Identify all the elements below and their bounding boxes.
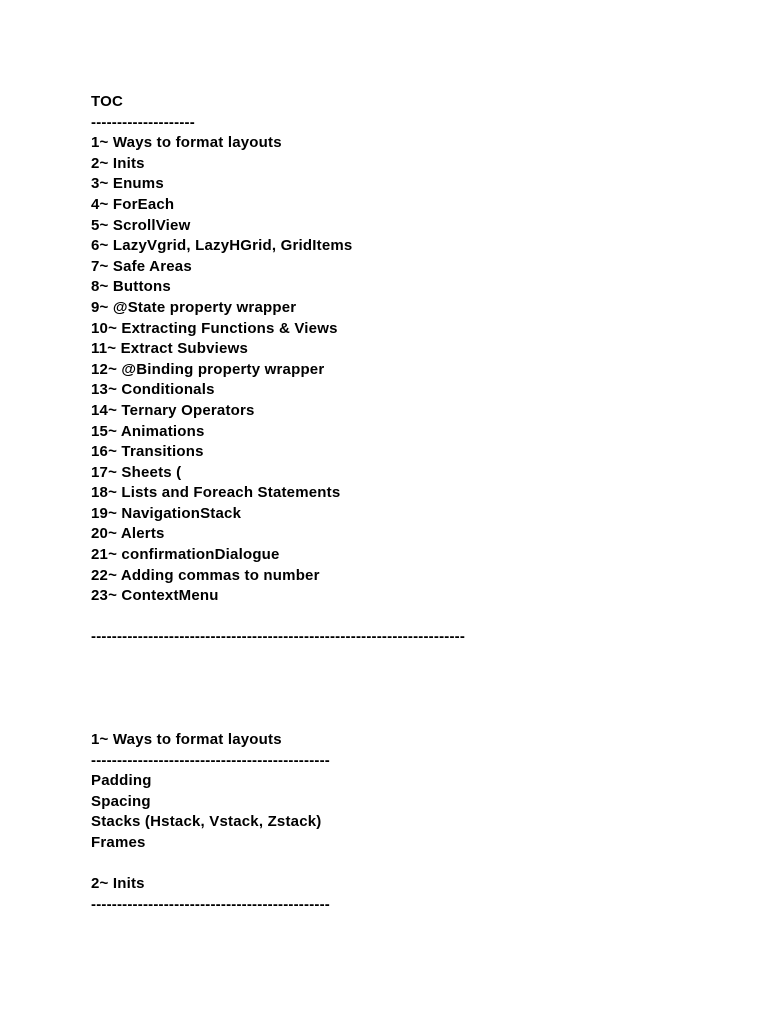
toc-item: 20~ Alerts: [91, 525, 165, 543]
section-heading: 2~ Inits: [91, 875, 145, 893]
toc-item: 9~ @State property wrapper: [91, 298, 297, 316]
toc-separator: ------------------------------------------------------------------------: [91, 628, 466, 646]
spacer: [91, 854, 731, 875]
toc-item: 1~ Ways to format layouts: [91, 134, 282, 152]
toc-item: 16~ Transitions: [91, 443, 204, 461]
section-underline: ----------------------------------------------: [91, 895, 330, 913]
toc-item: 23~ ContextMenu: [91, 587, 219, 605]
toc-item: 2~ Inits: [91, 154, 145, 172]
section-item: Stacks (Hstack, Vstack, Zstack): [91, 813, 322, 831]
toc-list: [91, 133, 731, 607]
toc-item: 14~ Ternary Operators: [91, 401, 255, 419]
toc-item: 18~ Lists and Foreach Statements: [91, 484, 341, 502]
toc-item: 10~ Extracting Functions & Views: [91, 319, 338, 337]
document-body: [91, 92, 731, 915]
section-item: Spacing: [91, 792, 151, 810]
section-item: Padding: [91, 772, 152, 790]
toc-item: 22~ Adding commas to number: [91, 566, 320, 584]
section-item: Frames: [91, 834, 146, 851]
toc-item: 17~ Sheets (: [91, 463, 182, 481]
section-heading: 1~ Ways to format layouts: [91, 731, 282, 749]
toc-item: 21~ confirmationDialogue: [91, 546, 280, 564]
toc-item: 7~ Safe Areas: [91, 257, 192, 275]
toc-item: 8~ Buttons: [91, 278, 171, 296]
toc-item: 6~ LazyVgrid, LazyHGrid, GridItems: [91, 237, 353, 255]
toc-item: 15~ Animations: [91, 422, 205, 440]
section-underline: ----------------------------------------------: [91, 751, 330, 769]
toc-item: 19~ NavigationStack: [91, 504, 242, 522]
toc-title: TOC: [91, 93, 123, 110]
toc-item: 11~ Extract Subviews: [91, 340, 249, 358]
toc-item: 12~ @Binding property wrapper: [91, 360, 325, 378]
spacer: [91, 648, 731, 730]
toc-item: 13~ Conditionals: [91, 381, 215, 399]
section-list: [91, 771, 731, 853]
spacer: [91, 607, 731, 628]
toc-item: 3~ Enums: [91, 175, 164, 193]
toc-item: 4~ ForEach: [91, 195, 175, 213]
toc-item: 5~ ScrollView: [91, 216, 191, 234]
toc-underline: --------------------: [91, 113, 195, 131]
